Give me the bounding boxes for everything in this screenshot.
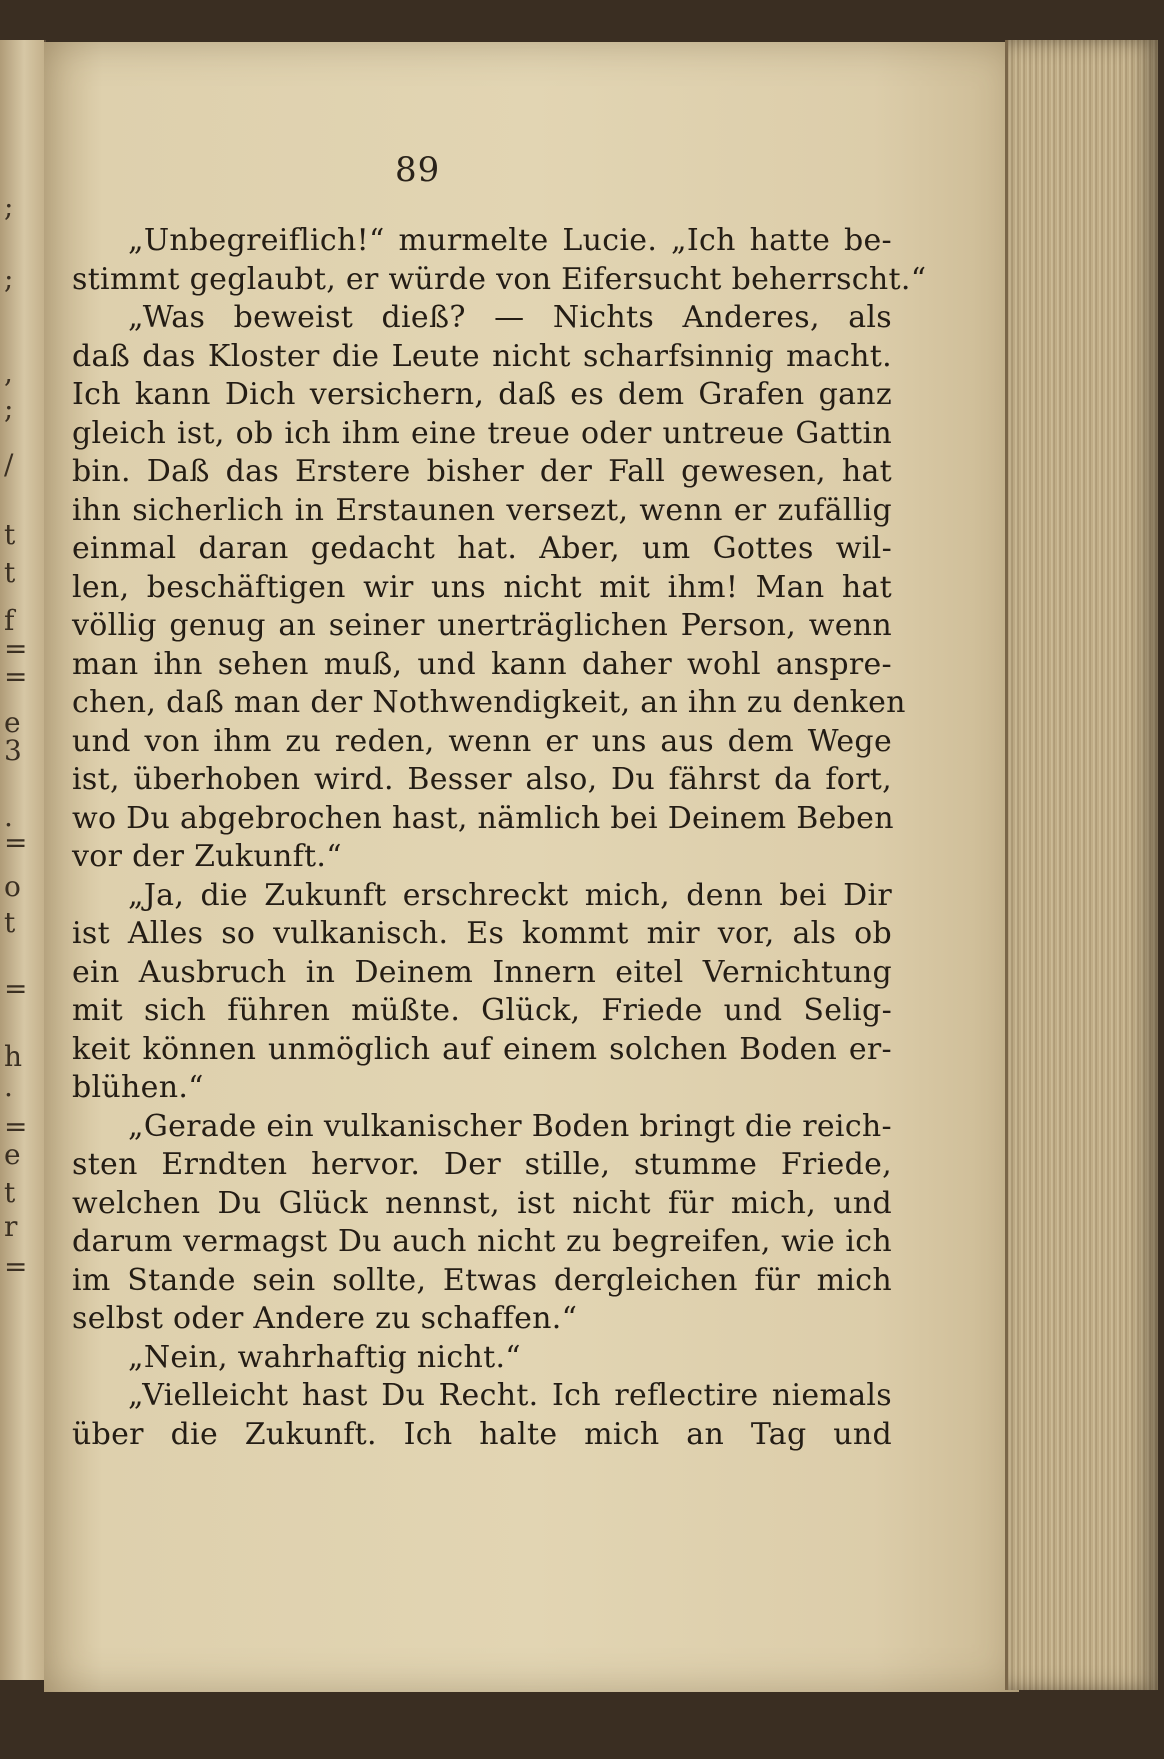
text-line: Ich kann Dich versichern, daß es dem Grafen ganz	[72, 377, 892, 412]
page-stack-edge	[1005, 40, 1158, 1690]
text-line: ein Ausbruch in Deinem Innern eitel Vernichtung	[72, 954, 892, 990]
facing-page-fragment: t	[4, 556, 16, 589]
facing-page-fragment: ;	[4, 262, 14, 295]
facing-page-fragment: 3	[4, 734, 22, 767]
text-line: sten Erndten hervor. Der stille, stumme Friede,	[72, 1147, 892, 1182]
text-line: stimmt geglaubt, er würde von Eifersucht beherrscht.“	[72, 261, 927, 297]
text-line: „Nein, wahrhaftig nicht.“	[128, 1339, 521, 1375]
facing-page-fragment: e	[4, 706, 21, 739]
text-line: mit sich führen müßte. Glück, Friede und Selig-	[72, 993, 892, 1028]
text-line: vor der Zukunft.“	[72, 839, 342, 874]
text-line: bin. Daß das Erstere bisher der Fall gewesen, hat	[72, 454, 892, 489]
facing-page-fragment: ,	[4, 356, 13, 389]
text-line: „Ja, die Zukunft erschreckt mich, denn bei Dir	[128, 877, 892, 913]
facing-page-fragment: r	[4, 1210, 18, 1243]
text-line: ist Alles so vulkanisch. Es kommt mir vor, als ob	[72, 916, 892, 951]
text-line: man ihn sehen muß, und kann daher wohl anspre-	[72, 646, 892, 682]
facing-page-fragment: f	[4, 604, 15, 637]
facing-page-fragment: =	[4, 632, 28, 665]
text-line: „Gerade ein vulkanischer Boden bringt die reich-	[128, 1108, 892, 1144]
text-line: gleich ist, ob ich ihm eine treue oder untreue Gattin	[72, 415, 892, 451]
text-line: über die Zukunft. Ich halte mich an Tag und	[72, 1416, 892, 1452]
facing-page-fragment: =	[4, 1250, 28, 1283]
text-line: selbst oder Andere zu schaffen.“	[72, 1301, 578, 1336]
text-line: „Vielleicht hast Du Recht. Ich reflectire niemals	[128, 1378, 892, 1413]
text-line: ist, überhoben wird. Besser also, Du fährst da fort,	[72, 762, 892, 797]
facing-page-fragment: t	[4, 906, 16, 939]
text-line: keit können unmöglich auf einem solchen Boden er-	[72, 1031, 892, 1067]
text-line: blühen.“	[72, 1070, 204, 1105]
text-line: len, beschäftigen wir uns nicht mit ihm! Man hat	[72, 569, 892, 605]
text-line: und von ihm zu reden, wenn er uns aus dem Wege	[72, 723, 892, 759]
facing-page-fragment: t	[4, 518, 16, 551]
text-line: im Stande sein sollte, Etwas dergleichen für mich	[72, 1262, 892, 1298]
text-line: ihn sicherlich in Erstaunen versezt, wenn er zufällig	[72, 492, 892, 528]
text-line: „Unbegreiflich!“ murmelte Lucie. „Ich hatte be-	[128, 223, 892, 258]
facing-page-fragment: =	[4, 660, 28, 693]
facing-page-fragment: h	[4, 1040, 23, 1073]
facing-page-fragment: t	[4, 1176, 16, 1209]
facing-page-fragment: =	[4, 826, 28, 859]
facing-page-fragment: =	[4, 972, 28, 1005]
text-line: darum vermagst Du auch nicht zu begreifen, wie ich	[72, 1224, 892, 1259]
facing-page-fragment: /	[4, 448, 14, 481]
body-text	[72, 222, 927, 1454]
facing-page-fragment: ;	[4, 190, 14, 223]
facing-page-fragment: ;	[4, 392, 14, 425]
facing-page-fragment: .	[4, 800, 13, 833]
text-line: „Was beweist dieß? — Nichts Anderes, als	[128, 300, 892, 335]
text-line: völlig genug an seiner unerträglichen Person, wenn	[72, 608, 892, 643]
facing-page-fragment: o	[4, 870, 21, 903]
text-line: chen, daß man der Nothwendigkeit, an ihn zu denken	[72, 685, 906, 720]
text-line: wo Du abgebrochen hast, nämlich bei Deinem Beben	[72, 800, 894, 836]
text-line: daß das Kloster die Leute nicht scharfsinnig macht.	[72, 338, 892, 374]
left-page-edge	[0, 40, 46, 1680]
facing-page-fragment: .	[4, 1070, 13, 1103]
facing-page-fragment: =	[4, 1110, 28, 1143]
page-number: 89	[395, 150, 441, 190]
text-line: welchen Du Glück nennst, ist nicht für mich, und	[72, 1185, 892, 1221]
facing-page-fragment: e	[4, 1138, 21, 1171]
text-line: einmal daran gedacht hat. Aber, um Gottes wil-	[72, 531, 892, 566]
